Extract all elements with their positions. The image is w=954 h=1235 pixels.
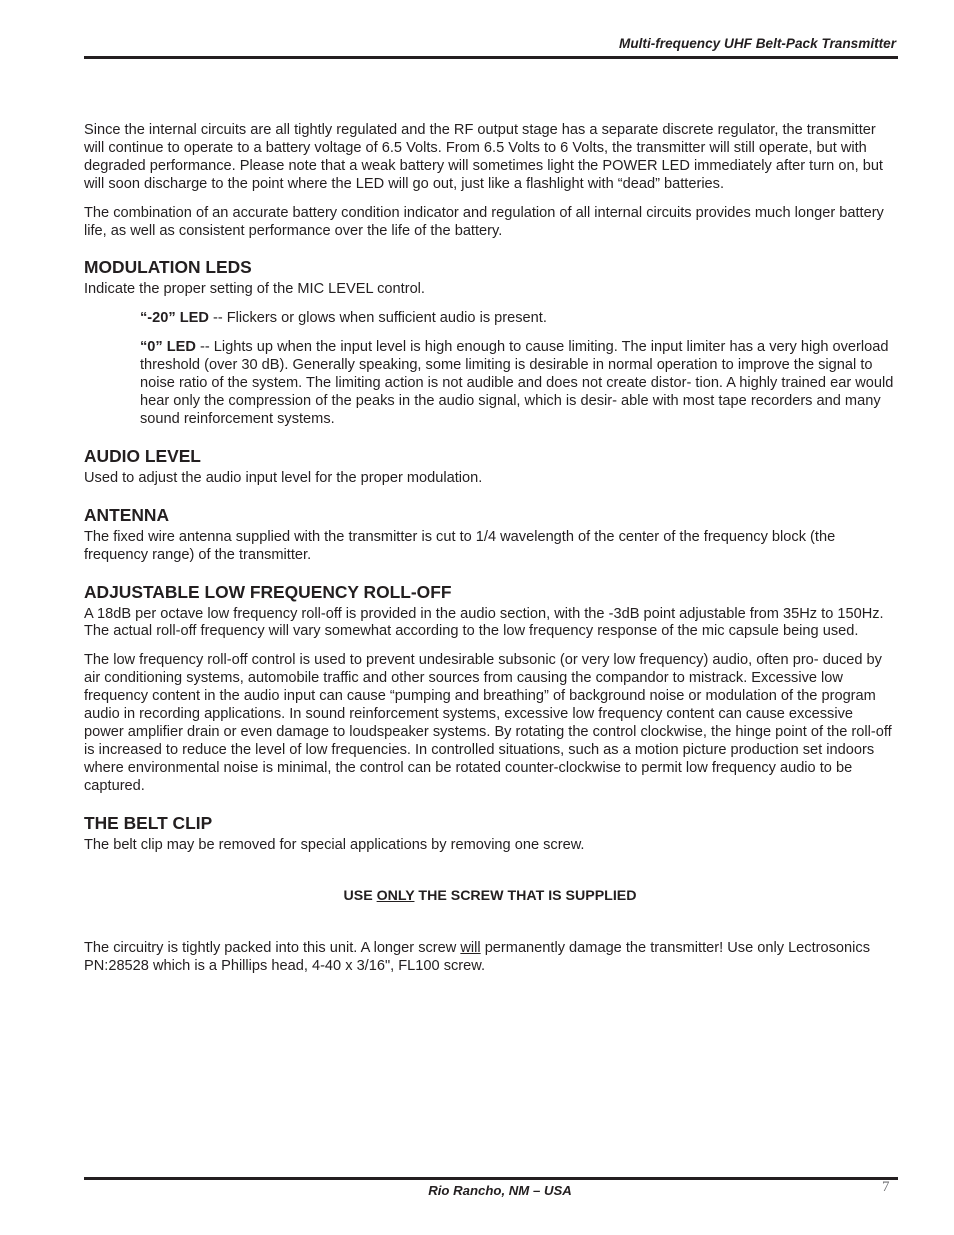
page-number: 7 [882,1179,890,1195]
belt-clip-text: The belt clip may be removed for special applications by removing one screw. [84,836,585,853]
led-0-text: -- Lights up when the input level is high enough to cause limiting. The input limiter has a very high overload threshold (over 30 dB). Generally speaking, some limiting is desirable in normal operation to improve the signal to noise ratio of the system. The limiting action is not audible and does not create distor- tion. A highly trained ear would hear only the compression of the peaks in the audio signal, which is desir- able with most tape recorders and many sound reinforcement systems. [140,339,894,427]
audio-level-text: Used to adjust the audio input level for the proper modulation. [84,469,483,486]
rolloff-paragraph-1: A 18dB per octave low frequency roll-off is provided in the audio section, with the -3dB point adjustable from 35Hz to 150Hz. The actual roll-off frequency will vary somewhat according to the low frequency response of the mic capsule being used. [84,605,884,640]
running-header: Multi-frequency UHF Belt-Pack Transmitter [619,36,896,51]
intro-paragraph-1: Since the internal circuits are all tightly regulated and the RF output stage has a separate discrete regulator, the transmitter will continue to operate to a battery voltage of 6.5 Volts. From 6.5 Volts to 6 Volts, the transmitter will still operate, but with degraded performance. Please note that a weak battery will sometimes light the POWER LED immediately after turn on, but will soon discharge to the point where the LED will go out, just like a flashlight with “dead” batteries. [84,122,883,192]
antenna-text: The fixed wire antenna supplied with the transmitter is cut to 1/4 wavelength of the center of the frequency block (the frequency range) of the transmitter. [84,528,836,563]
page-body [84,122,896,987]
led-minus20-text: -- Flickers or glows when sufficient audio is present. [208,310,547,327]
header-rule [84,56,898,59]
footer-rule [84,1177,898,1180]
intro-paragraph-2: The combination of an accurate battery condition indicator and regulation of all internal circuits provides much longer battery life, as well as consistent performance over the life of the battery. [84,204,884,239]
final-emphasis: will [460,940,481,957]
section-heading-antenna: ANTENNA [84,504,170,525]
section-heading-rolloff: ADJUSTABLE LOW FREQUENCY ROLL-OFF [84,581,452,602]
section-heading-audio-level: AUDIO LEVEL [84,445,201,466]
led-minus20-label: “-20” LED [140,310,209,327]
led-0-label: “0” LED [140,339,196,356]
screw-warning: USE ONLY THE SCREW THAT IS SUPPLIED [343,888,637,905]
section-heading-modulation-leds: MODULATION LEDS [84,257,252,278]
footer-location: Rio Rancho, NM – USA [428,1183,572,1198]
belt-clip-final-paragraph: The circuitry is tightly packed into this unit. A longer screw will permanently damage the transmitter! Use only Lectrosonics PN:28528 which is a Phillips head, 4-40 x 3/16", FL100 screw. [84,940,870,975]
led-0-item [140,339,896,429]
warning-emphasis: ONLY [376,888,415,905]
rolloff-paragraph-2: The low frequency roll-off control is used to prevent undesirable subsonic (or very low frequency) audio, often pro- duced by air conditioning systems, automobile traffic and other sources from causing the compandor to mistrack. Excessive low frequency content in the audio input can cause “pumping and breathing” of background noise or modulation of the program audio in recording applications. In sound reinforcement systems, excessive low frequency content can cause excessive power amplifier drain or even damage to loudspeaker systems. By rotating the control clockwise, the hinge point of the roll-off is increased to reduce the level of low frequencies. In controlled situations, such as a motion picture production set indoors where environmental noise is minimal, the control can be rotated counter-clockwise to permit low frequency audio to be captured. [84,652,892,794]
modulation-leds-text: Indicate the proper setting of the MIC LEVEL control. [84,281,425,298]
section-heading-belt-clip: THE BELT CLIP [84,812,213,833]
led-minus20-item [140,310,896,328]
